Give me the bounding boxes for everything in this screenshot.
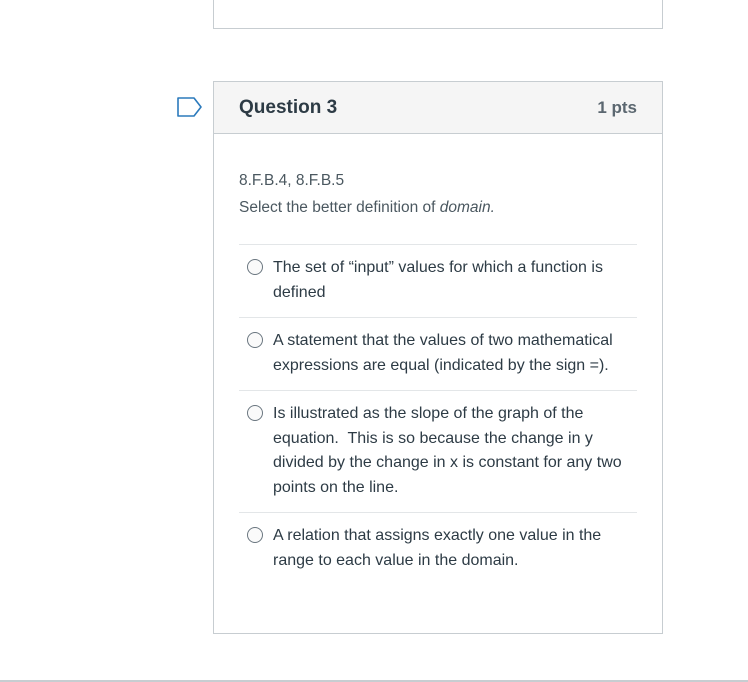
question-standards: 8.F.B.4, 8.F.B.5 — [239, 172, 345, 189]
answer-text-1: The set of “input” values for which a function is defined — [273, 259, 603, 301]
question-body — [214, 134, 662, 585]
prompt-text: Select the better definition of — [239, 199, 440, 216]
radio-button-4[interactable] — [247, 527, 263, 543]
question-header — [214, 82, 662, 134]
answer-text-4: A relation that assigns exactly one value in the range to each value in the domain. — [273, 527, 602, 569]
question-prompt — [239, 197, 637, 218]
question-title: Question 3 — [239, 96, 338, 118]
question-card — [213, 81, 663, 634]
answer-option-1[interactable] — [239, 245, 637, 318]
answer-text-2: A statement that the values of two mathematical expressions are equal (indicated by the sign =). — [273, 332, 613, 374]
radio-button-2[interactable] — [247, 332, 263, 348]
answer-text-3: Is illustrated as the slope of the graph of the equation. This is so because the change in y divided by the change in x is constant for any two points on the line. — [273, 405, 622, 496]
answer-list — [239, 244, 637, 585]
radio-button-1[interactable] — [247, 259, 263, 275]
answer-option-4[interactable] — [239, 513, 637, 585]
question-points: 1 pts — [597, 97, 637, 117]
previous-question-card — [213, 0, 663, 29]
answer-option-2[interactable] — [239, 318, 637, 391]
radio-button-3[interactable] — [247, 405, 263, 421]
prompt-term: domain. — [439, 199, 495, 216]
answer-option-3[interactable] — [239, 391, 637, 513]
bookmark-flag-icon[interactable] — [176, 96, 204, 118]
